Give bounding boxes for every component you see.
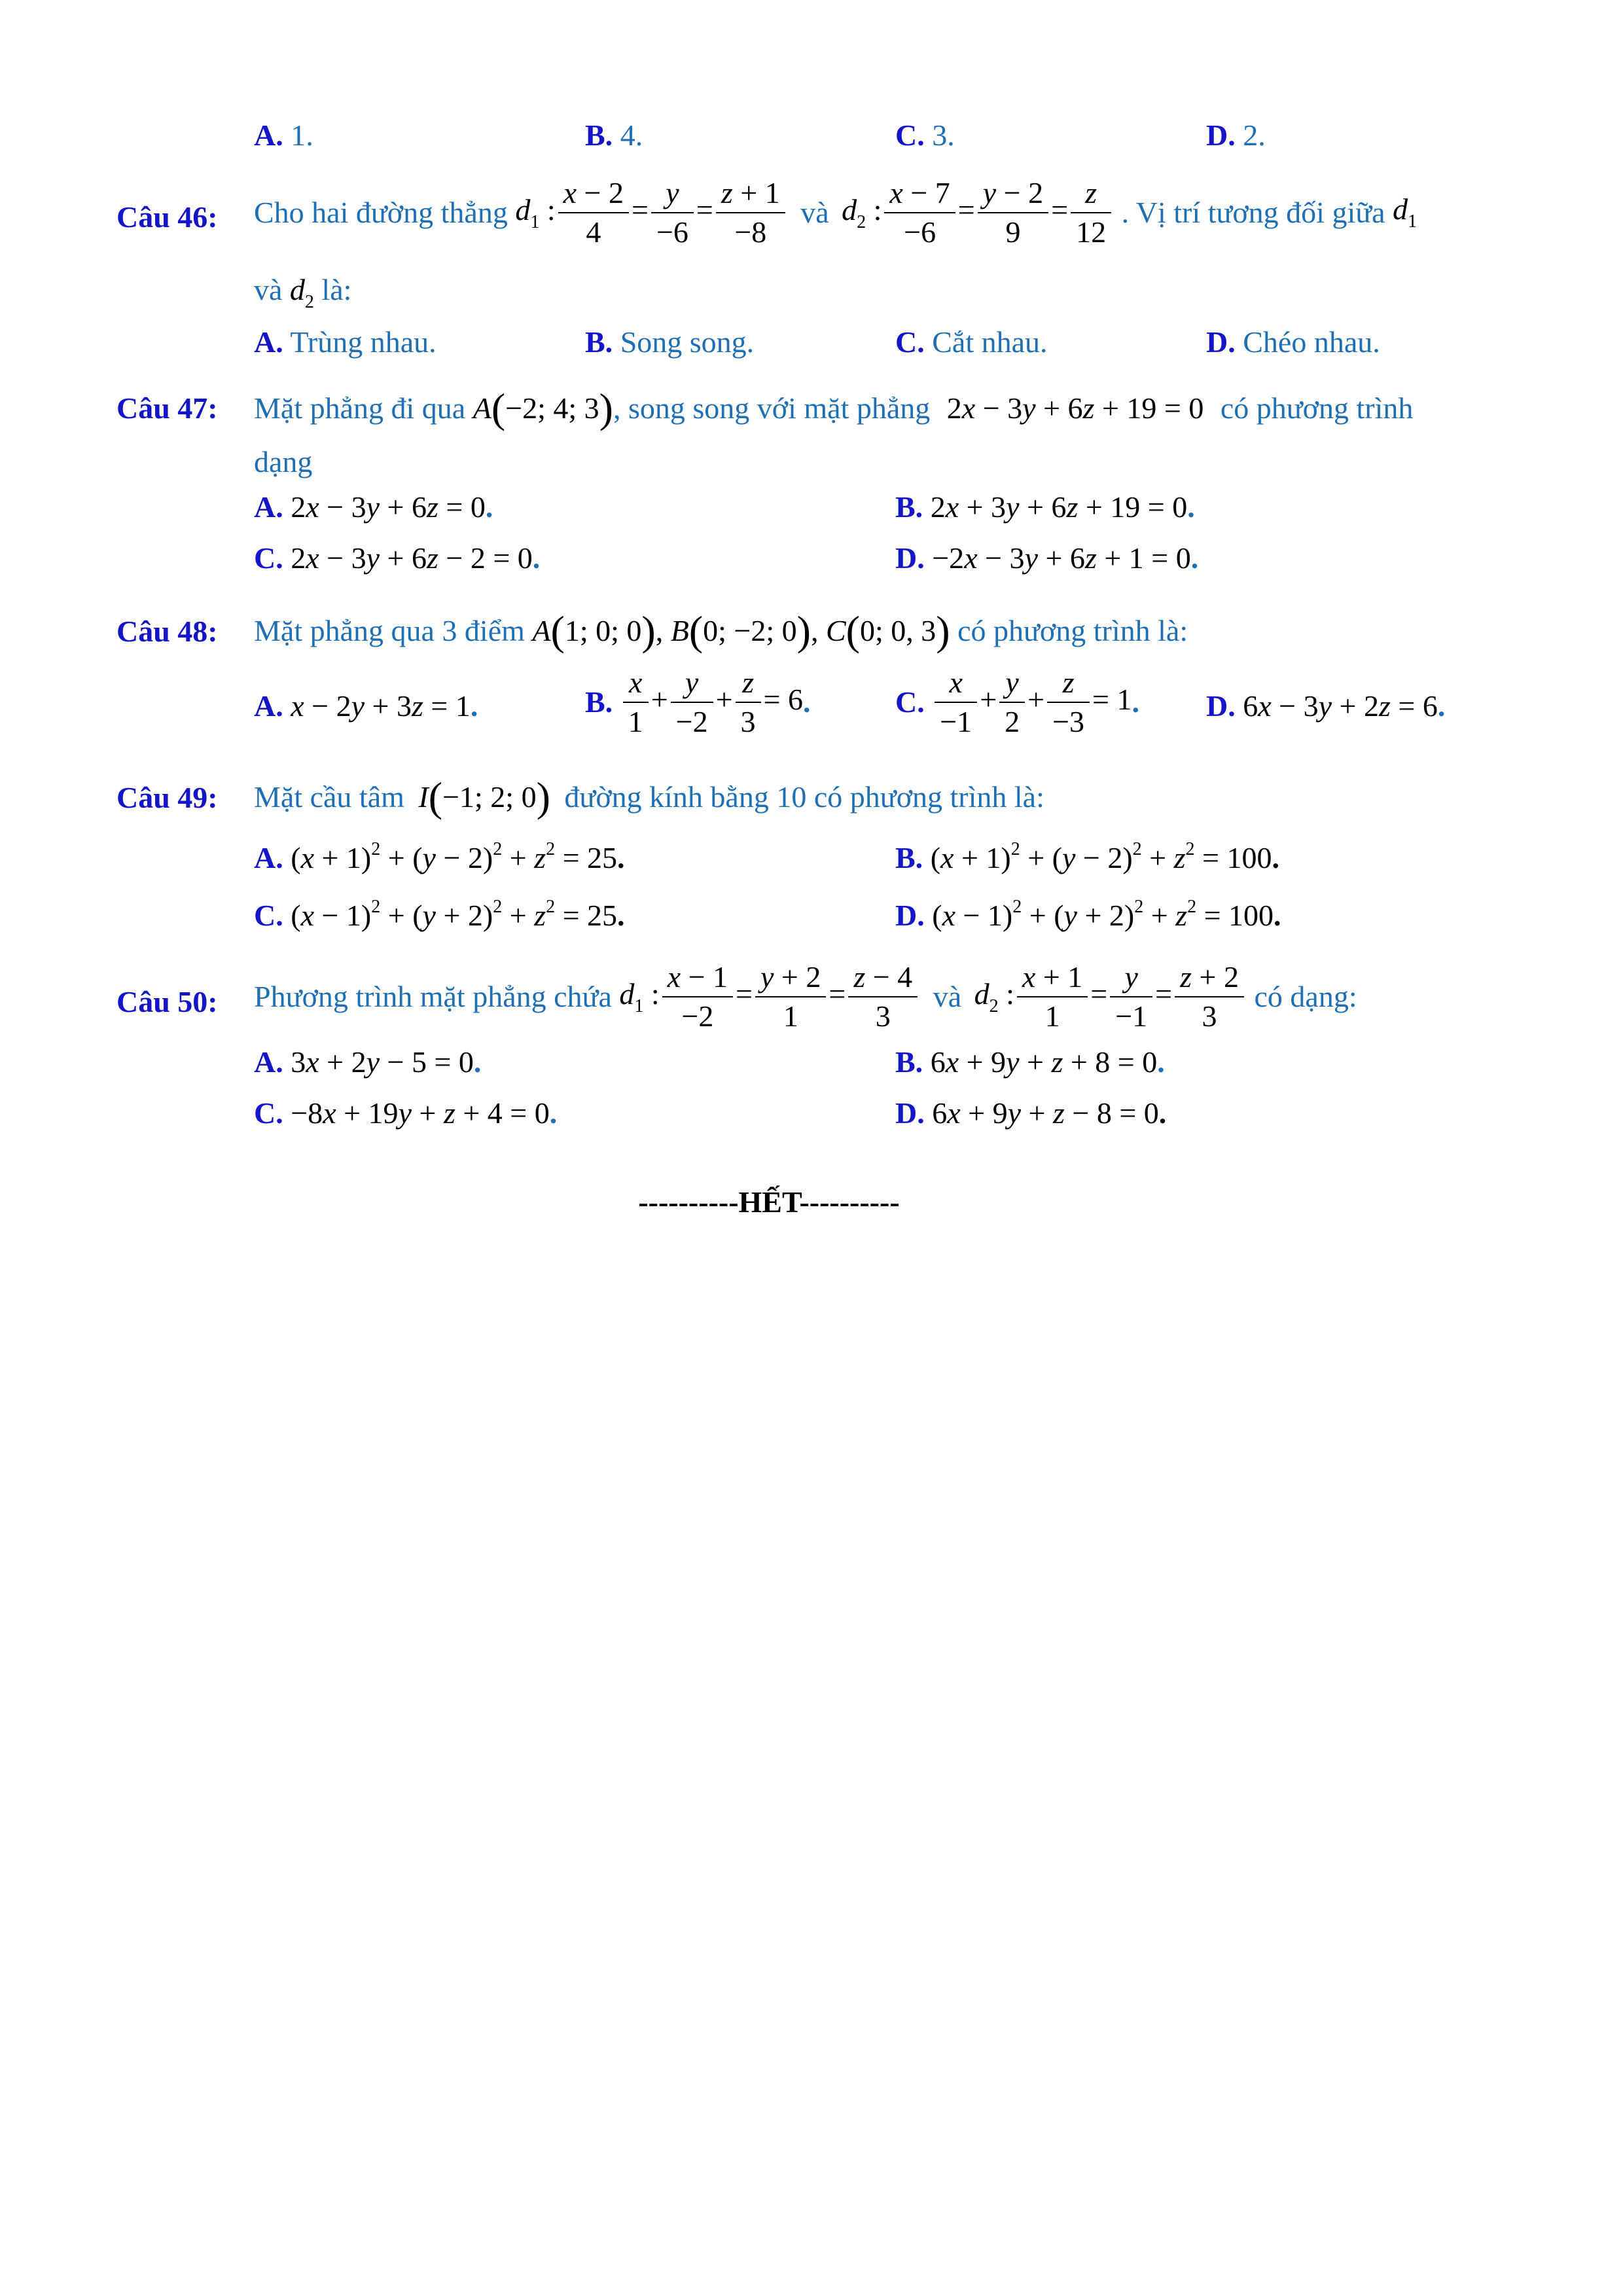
option-label: D. xyxy=(1206,325,1236,359)
option-equation: 2x + 3y + 6z + 19 = 0 xyxy=(930,490,1188,524)
q49-option-a: A. $(x + 1)^2 + (y - 2)^2 + z^2 = 25$. xyxy=(254,839,625,874)
prompt-text: có dạng: xyxy=(1254,980,1357,1013)
connector-text: và xyxy=(254,273,283,306)
option-label: B. xyxy=(585,325,613,359)
option-text: 2. xyxy=(1243,118,1266,152)
option-label: C. xyxy=(895,118,925,152)
option-text: 4. xyxy=(620,118,643,152)
q49-option-d: D. $(x - 1)^2 + (y + 2)^2 + z^2 = 100$. xyxy=(895,897,1281,932)
prompt-text: có phương trình xyxy=(1220,391,1414,425)
option-label: A. xyxy=(254,841,283,874)
option-equation: 2x − 3y + 6z − 2 = 0 xyxy=(291,541,533,575)
q47-option-b: B. 2x + 3y + 6z + 19 = 0. xyxy=(895,490,1195,524)
option-equation: x − 2y + 3z = 1 xyxy=(291,689,471,723)
prompt-text: , song song với mặt phẳng xyxy=(613,391,931,425)
q46-option-a xyxy=(254,327,437,357)
q46-number: Câu 46: xyxy=(116,200,218,234)
q48-option-c: C. $\frac{x}{-1}$ + $\frac{y}{2}$ + $\frac{z}{-3}$ = 1. xyxy=(895,666,1139,738)
equation-d2: $d_2$ : $\frac{x + 1}{1}$ = $\frac{y}{-1}$ = $\frac{z + 2}{3}$ xyxy=(974,977,1255,1011)
option-text: 1. xyxy=(291,118,313,152)
prompt-text: có phương trình là: xyxy=(957,614,1188,647)
option-label: D. xyxy=(1206,118,1236,152)
option-label: B. xyxy=(895,841,923,874)
q47-prompt xyxy=(254,387,1413,429)
option-equation: $\frac{x}{1}$ + $\frac{y}{-2}$ + $\frac{z}{3}$ = 6 xyxy=(620,683,803,716)
prompt-text: . Vị trí tương đối giữa xyxy=(1121,196,1385,229)
q50-option-b: B. 6x + 9y + z + 8 = 0. xyxy=(895,1045,1165,1079)
option-label: B. xyxy=(585,118,613,152)
option-equation: −2x − 3y + 6z + 1 = 0 xyxy=(932,541,1191,575)
q48-option-b: B. $\frac{x}{1}$ + $\frac{y}{-2}$ + $\frac{z}{3}$ = 6. xyxy=(585,666,811,738)
q45-option-d xyxy=(1206,120,1266,151)
q50-option-c: C. −8x + 19y + z + 4 = 0. xyxy=(254,1096,558,1130)
prompt-text: Mặt phẳng qua 3 điểm xyxy=(254,614,525,647)
q49-prompt xyxy=(254,776,1044,818)
option-equation: −8x + 19y + z + 4 = 0 xyxy=(291,1096,550,1130)
q48-prompt xyxy=(254,607,1188,654)
center-point: I(−1; 2; 0) xyxy=(418,774,550,820)
q47-option-c: C. 2x − 3y + 6z − 2 = 0. xyxy=(254,541,541,575)
q48-option-a: A. x − 2y + 3z = 1. xyxy=(254,689,478,723)
q49-option-c: C. $(x - 1)^2 + (y + 2)^2 + z^2 = 25$. xyxy=(254,897,625,932)
option-label: C. xyxy=(254,899,283,932)
q50-option-a: A. 3x + 2y − 5 = 0. xyxy=(254,1045,482,1079)
option-label: A. xyxy=(254,689,283,723)
q47-prompt-line2: dạng xyxy=(254,445,313,478)
q46-option-b xyxy=(585,327,754,357)
option-label: A. xyxy=(254,1045,283,1079)
option-equation: 2x − 3y + 6z = 0 xyxy=(291,490,486,524)
symbol-d2: $d_2$ xyxy=(289,273,314,312)
end-marker: ----------HẾT---------- xyxy=(638,1185,900,1219)
option-label: D. xyxy=(895,1096,925,1130)
q45-option-c xyxy=(895,120,955,151)
q47-option-a: A. 2x − 3y + 6z = 0. xyxy=(254,490,493,524)
option-equation: 6x + 9y + z − 8 = 0 xyxy=(932,1096,1159,1130)
q49-option-b: B. $(x + 1)^2 + (y - 2)^2 + z^2 = 100$. xyxy=(895,839,1279,874)
prompt-text: Mặt phẳng đi qua xyxy=(254,391,466,425)
option-label: D. xyxy=(1206,689,1236,723)
point-a: A(−2; 4; 3) xyxy=(473,385,613,431)
q50-prompt xyxy=(254,962,1357,1031)
q48-option-d: D. 6x − 3y + 2z = 6. xyxy=(1206,689,1446,723)
prompt-text: đường kính bằng 10 có phương trình là: xyxy=(564,780,1044,814)
q47-number: Câu 47: xyxy=(116,391,218,425)
equation-d1: $d_1$ : $\frac{x - 1}{-2}$ = $\frac{y + 2}{1}$ = $\frac{z - 4}{3}$ xyxy=(619,977,927,1011)
q45-option-b xyxy=(585,120,643,151)
option-label: B. xyxy=(895,490,923,524)
option-label: B. xyxy=(585,685,613,719)
q46-option-c xyxy=(895,327,1048,357)
q45-option-a xyxy=(254,120,313,151)
q50-option-d: D. 6x + 9y + z − 8 = 0. xyxy=(895,1096,1167,1130)
option-equation: $(x + 1)^2 + (y - 2)^2 + z^2 = 25$ xyxy=(291,839,618,874)
option-label: D. xyxy=(895,541,925,575)
q49-number: Câu 49: xyxy=(116,781,218,814)
option-equation: 6x + 9y + z + 8 = 0 xyxy=(930,1045,1158,1079)
option-label: C. xyxy=(254,1096,283,1130)
option-label: D. xyxy=(895,899,925,932)
option-label: B. xyxy=(895,1045,923,1079)
prompt-text: là: xyxy=(321,273,352,306)
q46-option-d xyxy=(1206,327,1380,357)
q48-number: Câu 48: xyxy=(116,615,218,648)
option-label: C. xyxy=(254,541,283,575)
option-equation: $(x - 1)^2 + (y + 2)^2 + z^2 = 100$ xyxy=(932,897,1274,932)
option-label: A. xyxy=(254,490,283,524)
option-equation: 6x − 3y + 2z = 6 xyxy=(1243,689,1438,723)
option-text: Song song. xyxy=(620,325,755,359)
q46-prompt-line2 xyxy=(254,275,351,312)
option-text: Cắt nhau. xyxy=(932,325,1048,359)
equation-d2: $d_2$ : $\frac{x - 7}{-6}$ = $\frac{y - 2}{9}$ = $\frac{z}{12}$ xyxy=(842,193,1121,226)
plane-equation: 2x − 3y + 6z + 19 = 0 xyxy=(946,391,1204,425)
symbol-d1: $d_1$ xyxy=(1393,192,1418,232)
equation-d1: $d_1$ : $\frac{x - 2}{4}$ = $\frac{y}{-6}$ = $\frac{z + 1}{-8}$ xyxy=(515,193,795,226)
option-text: Trùng nhau. xyxy=(290,325,437,359)
option-text: 3. xyxy=(932,118,955,152)
prompt-text: Mặt cầu tâm xyxy=(254,780,404,814)
q50-number: Câu 50: xyxy=(116,985,218,1018)
connector-text: và xyxy=(800,196,829,229)
option-equation: $(x - 1)^2 + (y + 2)^2 + z^2 = 25$ xyxy=(291,897,618,932)
connector-text: và xyxy=(933,980,962,1013)
option-label: A. xyxy=(254,118,283,152)
prompt-text: Phương trình mặt phẳng chứa xyxy=(254,980,612,1013)
points-abc: A(1; 0; 0), B(0; −2; 0), C(0; 0, 3) xyxy=(532,607,950,654)
q46-prompt xyxy=(254,178,1417,247)
option-equation: 3x + 2y − 5 = 0 xyxy=(291,1045,474,1079)
option-equation: $\frac{x}{-1}$ + $\frac{y}{2}$ + $\frac{z}{-3}$ = 1 xyxy=(932,683,1132,716)
q47-option-d: D. −2x − 3y + 6z + 1 = 0. xyxy=(895,541,1199,575)
option-text: Chéo nhau. xyxy=(1243,325,1380,359)
option-equation: $(x + 1)^2 + (y - 2)^2 + z^2 = 100$ xyxy=(930,839,1272,874)
option-label: C. xyxy=(895,325,925,359)
option-label: A. xyxy=(254,325,283,359)
option-label: C. xyxy=(895,685,925,719)
prompt-text: Cho hai đường thẳng xyxy=(254,196,508,229)
